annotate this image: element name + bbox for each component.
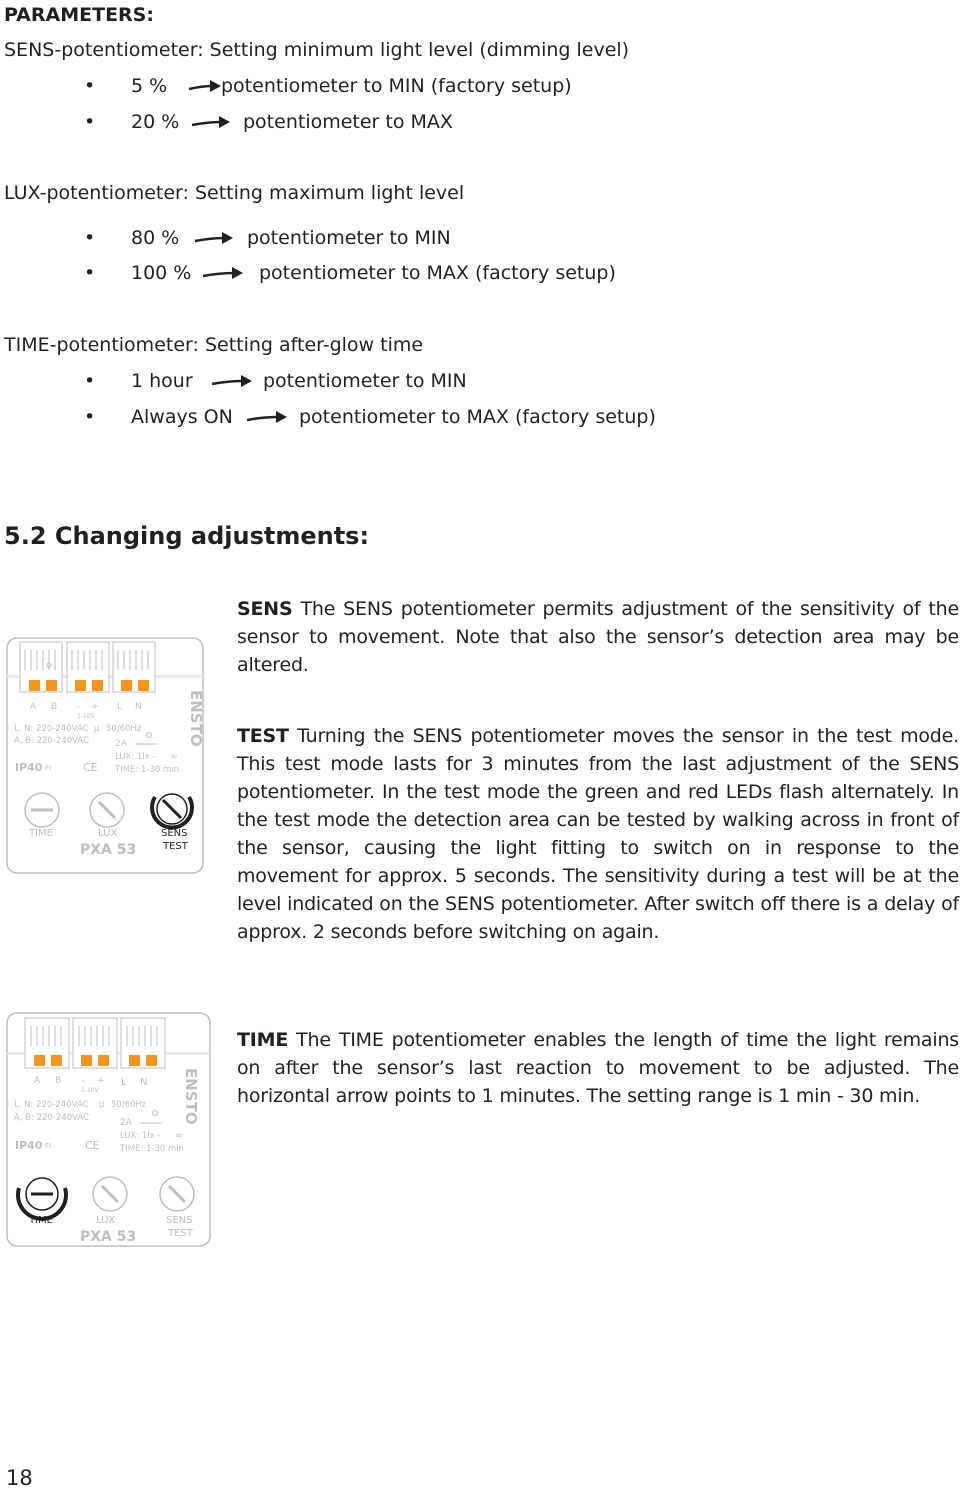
arrow-right-icon bbox=[188, 77, 222, 97]
fi-mark: FI bbox=[45, 1142, 52, 1150]
item-desc: potentiometer to MAX (factory setup) bbox=[259, 262, 616, 284]
dim-label: 1-10V bbox=[81, 1087, 99, 1094]
label-lux: LUX bbox=[98, 828, 118, 839]
term-plus: + bbox=[91, 702, 99, 712]
sens-text: The SENS potentiometer permits adjustment of the sensitivity of the sensor to movement. Note that also the sensor’s detection area may be altered. bbox=[237, 598, 959, 676]
lux-range: LUX: 1lx - bbox=[115, 752, 156, 762]
sens-paragraph bbox=[237, 595, 959, 679]
bullet: • bbox=[84, 111, 96, 133]
bullet: • bbox=[84, 262, 96, 284]
item-desc: potentiometer to MIN (factory setup) bbox=[221, 75, 572, 97]
infinity: ∞ bbox=[175, 1131, 183, 1141]
item-value: 100 % bbox=[131, 262, 192, 284]
infinity: ∞ bbox=[170, 752, 178, 762]
time-range: TIME: 1-30 min bbox=[120, 1144, 184, 1154]
mu-symbol: μ bbox=[99, 1100, 105, 1110]
term-b: B bbox=[55, 1076, 62, 1086]
spec-ab: A, B: 220-240VAC bbox=[14, 736, 90, 746]
arrow-right-icon bbox=[202, 264, 244, 284]
fi-mark: FI bbox=[45, 764, 52, 772]
term-l: L bbox=[121, 1077, 127, 1088]
term-b: B bbox=[51, 702, 58, 712]
amp: 2A bbox=[120, 1118, 132, 1128]
freq: 50/60Hz bbox=[106, 724, 142, 734]
device-illustration-sens bbox=[5, 620, 210, 875]
lux-intro: LUX-potentiometer: Setting maximum light level bbox=[4, 182, 465, 204]
mu-symbol: μ bbox=[94, 724, 100, 734]
bullet: • bbox=[84, 227, 96, 249]
label-sens: SENS bbox=[166, 1215, 193, 1226]
ce-mark: CE bbox=[83, 761, 98, 774]
bullet: • bbox=[84, 75, 96, 97]
spec-ln: L, N: 220-240VAC bbox=[14, 1100, 89, 1110]
term-a: A bbox=[30, 702, 37, 712]
term-l: L bbox=[117, 702, 123, 712]
spec-ln: L, N: 220-240VAC bbox=[14, 724, 89, 734]
test-text: Turning the SENS potentiometer moves the sensor in the test mode. This test mode lasts for 3 minutes from the last adjustment of the SENS potentiometer. In the test mode the green and red LEDs flash alternately. In the test mode the detection area can be tested by walking across in front of the sensor, causing the light fitting to switch on in response to the movement for approx. 5 seconds. The sensitivity during a test will be at the level indicated on the SENS potentiometer. After switch off there is a delay of approx. 2 seconds before switching on again. bbox=[237, 725, 959, 943]
parameters-heading: PARAMETERS: bbox=[4, 4, 154, 26]
arrow-right-icon bbox=[246, 408, 288, 428]
time-label: TIME bbox=[237, 1029, 289, 1051]
item-value: 1 hour bbox=[131, 370, 193, 392]
page-number: 18 bbox=[6, 1466, 33, 1490]
item-desc: potentiometer to MAX (factory setup) bbox=[299, 406, 656, 428]
brand-logo: ENSTO bbox=[187, 690, 205, 747]
model-name: PXA 53 bbox=[80, 1229, 137, 1245]
term-plus: + bbox=[97, 1076, 105, 1086]
label-sens: SENS bbox=[161, 828, 188, 839]
arrow-right-icon bbox=[211, 372, 253, 392]
item-value: 80 % bbox=[131, 227, 180, 249]
item-value: 20 % bbox=[131, 111, 180, 133]
ip-rating: IP40 bbox=[15, 1139, 43, 1152]
time-text: The TIME potentiometer enables the length of time the light remains on after the sensor’s last reaction to movement to be adjusted. The horizontal arrow points to 1 minutes. The setting range is 1 min - 30 min. bbox=[237, 1029, 959, 1107]
time-paragraph bbox=[237, 1026, 959, 1110]
item-value: 5 % bbox=[131, 75, 168, 97]
bullet: • bbox=[84, 406, 96, 428]
bullet: • bbox=[84, 370, 96, 392]
test-paragraph bbox=[237, 722, 959, 946]
item-desc: potentiometer to MIN bbox=[247, 227, 451, 249]
freq: 50/60Hz bbox=[111, 1100, 147, 1110]
term-a: A bbox=[34, 1076, 41, 1086]
device-illustration-time bbox=[5, 1010, 215, 1250]
item-value: Always ON bbox=[131, 406, 233, 428]
sens-intro: SENS-potentiometer: Setting minimum light level (dimming level) bbox=[4, 39, 630, 61]
item-desc: potentiometer to MAX bbox=[243, 111, 453, 133]
ip-rating: IP40 bbox=[15, 761, 43, 774]
label-test: TEST bbox=[168, 1228, 193, 1239]
label-test: TEST bbox=[163, 841, 188, 852]
spec-ab: A, B: 220-240VAC bbox=[14, 1113, 90, 1123]
model-name: PXA 53 bbox=[80, 842, 137, 858]
lux-range: LUX: 1lx - bbox=[120, 1131, 161, 1141]
arrow-right-icon bbox=[191, 113, 231, 133]
amp: 2A bbox=[115, 739, 127, 749]
sens-label: SENS bbox=[237, 598, 293, 620]
dim-label: 1-10V bbox=[77, 713, 95, 720]
arrow-right-icon bbox=[194, 229, 234, 249]
item-desc: potentiometer to MIN bbox=[263, 370, 467, 392]
label-lux: LUX bbox=[96, 1215, 116, 1226]
time-intro: TIME-potentiometer: Setting after-glow time bbox=[4, 334, 424, 356]
label-time: TIME bbox=[29, 828, 54, 839]
test-label: TEST bbox=[237, 725, 289, 747]
time-range: TIME: 1-30 min bbox=[115, 765, 179, 775]
ce-mark: CE bbox=[85, 1139, 100, 1152]
term-minus: - bbox=[82, 1076, 86, 1086]
section-title: 5.2 Changing adjustments: bbox=[4, 522, 370, 550]
term-minus: - bbox=[76, 702, 80, 712]
brand-logo: ENSTO bbox=[182, 1068, 200, 1125]
term-n: N bbox=[135, 702, 142, 712]
label-time: TIME bbox=[29, 1215, 54, 1226]
term-n: N bbox=[140, 1077, 148, 1088]
